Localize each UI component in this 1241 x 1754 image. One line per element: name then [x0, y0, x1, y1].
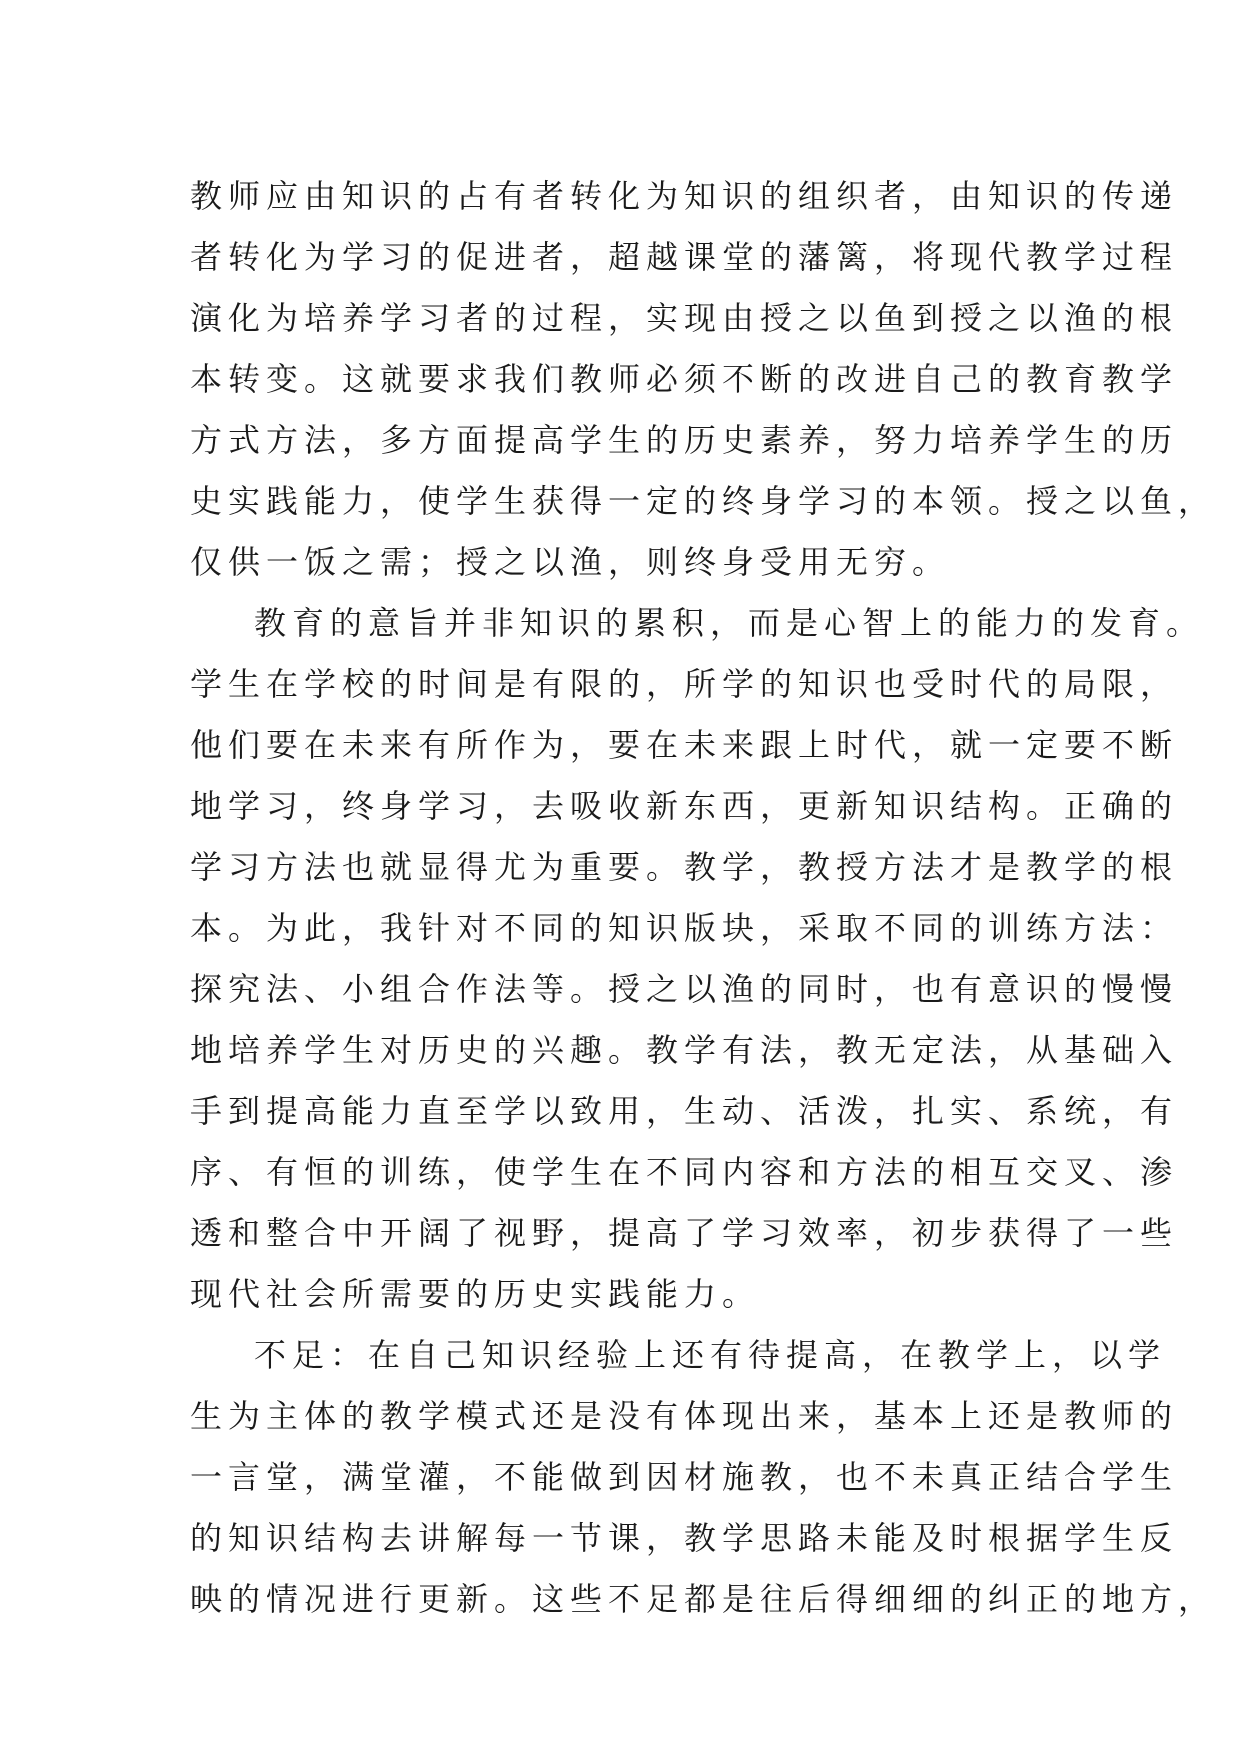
paragraph-1-line-2: 者转化为学习的促进者，超越课堂的藩篱，将现代教学过程	[190, 238, 1179, 276]
paragraph-2-line-12: 现代社会所需要的历史实践能力。	[190, 1275, 761, 1313]
paragraph-1-line-1: 教师应由知识的占有者转化为知识的组织者，由知识的传递	[190, 177, 1179, 215]
paragraph-2-line-6: 本。为此，我针对不同的知识版块，采取不同的训练方法：	[190, 909, 1179, 947]
paragraph-2-line-5: 学习方法也就显得尤为重要。教学，教授方法才是教学的根	[190, 848, 1179, 886]
paragraph-1-line-6: 史实践能力，使学生获得一定的终身学习的本领。授之以鱼，	[190, 482, 1217, 520]
paragraph-2-line-10: 序、有恒的训练，使学生在不同内容和方法的相互交叉、渗	[190, 1153, 1179, 1191]
paragraph-1-line-7: 仅供一饭之需；授之以渔，则终身受用无穷。	[190, 543, 951, 581]
paragraph-1-line-3: 演化为培养学习者的过程，实现由授之以鱼到授之以渔的根	[190, 299, 1179, 337]
paragraph-3-line-4: 的知识结构去讲解每一节课，教学思路未能及时根据学生反	[190, 1519, 1179, 1557]
paragraph-2-line-3: 他们要在未来有所作为，要在未来跟上时代，就一定要不断	[190, 726, 1179, 764]
paragraph-2-line-7: 探究法、小组合作法等。授之以渔的同时，也有意识的慢慢	[190, 970, 1179, 1008]
paragraph-2-line-4: 地学习，终身学习，去吸收新东西，更新知识结构。正确的	[190, 787, 1179, 825]
paragraph-3-line-2: 生为主体的教学模式还是没有体现出来，基本上还是教师的	[190, 1397, 1179, 1435]
paragraph-1-line-4: 本转变。这就要求我们教师必须不断的改进自己的教育教学	[190, 360, 1179, 398]
body-text	[190, 166, 1217, 1630]
paragraph-2-line-8: 地培养学生对历史的兴趣。教学有法，教无定法，从基础入	[190, 1031, 1179, 1069]
paragraph-2-line-9: 手到提高能力直至学以致用，生动、活泼，扎实、系统，有	[190, 1092, 1179, 1130]
paragraph-3-line-5: 映的情况进行更新。这些不足都是往后得细细的纠正的地方，	[190, 1580, 1217, 1618]
paragraph-2-line-11: 透和整合中开阔了视野，提高了学习效率，初步获得了一些	[190, 1214, 1179, 1252]
paragraph-2-line-2: 学生在学校的时间是有限的，所学的知识也受时代的局限，	[190, 665, 1179, 703]
paragraph-2-line-1: 教育的意旨并非知识的累积，而是心智上的能力的发育。	[254, 604, 1205, 642]
paragraph-3-line-1: 不足：在自己知识经验上还有待提高，在教学上，以学	[254, 1336, 1167, 1374]
paragraph-3-line-3: 一言堂，满堂灌，不能做到因材施教，也不未真正结合学生	[190, 1458, 1179, 1496]
paragraph-1-line-5: 方式方法，多方面提高学生的历史素养，努力培养学生的历	[190, 421, 1179, 459]
